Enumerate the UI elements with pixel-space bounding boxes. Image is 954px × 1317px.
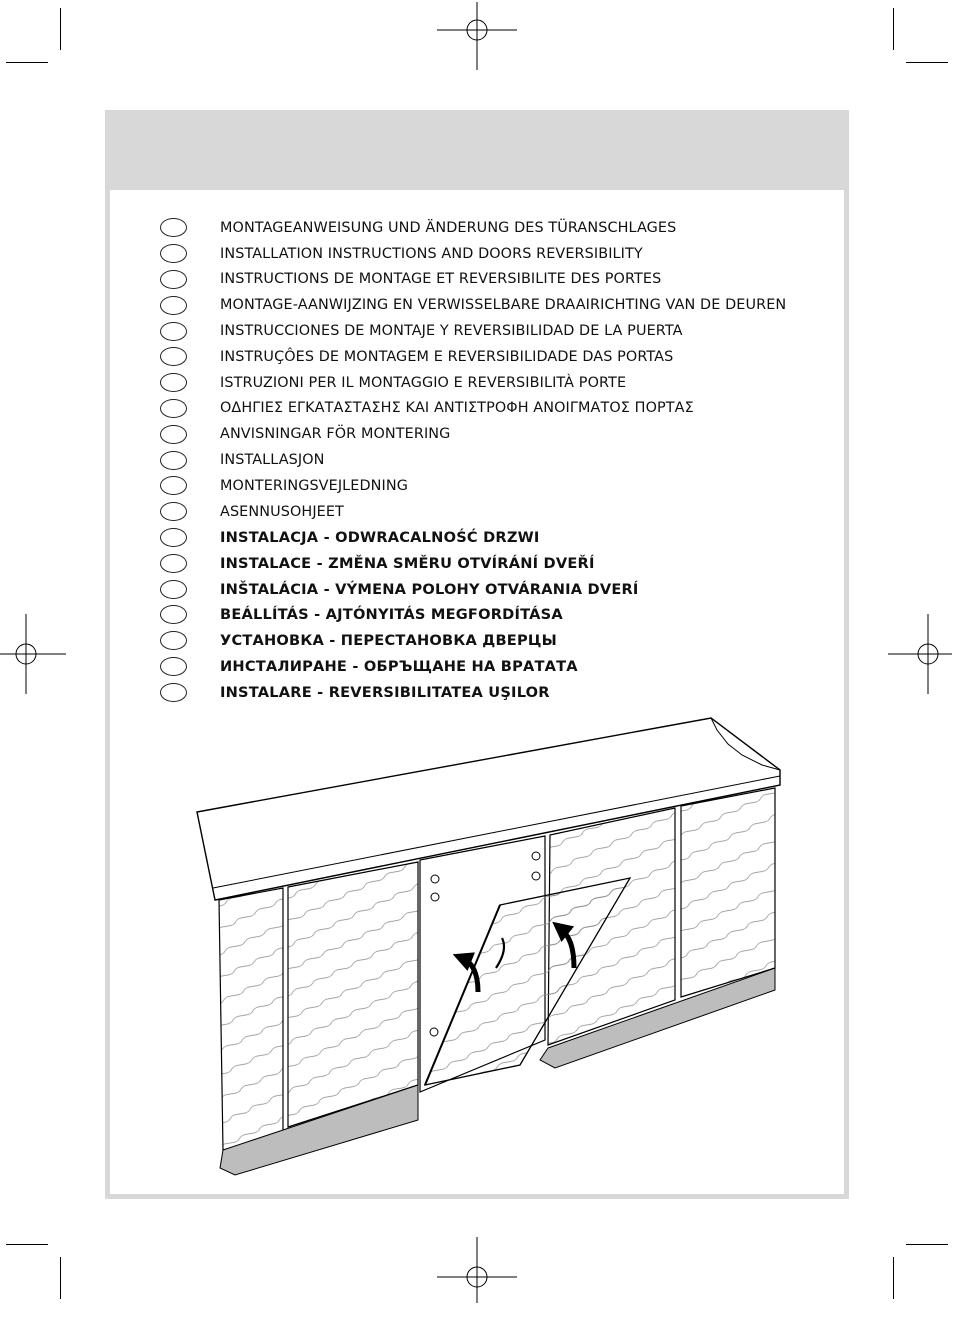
language-title: ASENNUSOHJEET <box>220 503 344 520</box>
language-title: INSTALLATION INSTRUCTIONS AND DOORS REVERSIBILITY <box>220 245 643 262</box>
language-title: ИНСТАЛИРАНЕ - ОБРЪЩАНЕ НА ВРАТАТА <box>220 657 578 675</box>
language-title: MONTAGEANWEISUNG UND ÄNDERUNG DES TÜRANSCHLAGES <box>220 219 677 236</box>
language-title: ISTRUZIONI PER IL MONTAGGIO E REVERSIBILITÀ PORTE <box>220 374 627 391</box>
language-title: INSTALACE - ZMĚNA SMĚRU OTVÍRÁNÍ DVEŘÍ <box>220 554 595 572</box>
language-title: INSTRUCTIONS DE MONTAGE ET REVERSIBILITE DES PORTES <box>220 271 662 288</box>
language-title: INSTRUÇÔES DE MONTAGEM E REVERSIBILIDADE DAS PORTAS <box>220 348 674 365</box>
language-title: INSTRUCCIONES DE MONTAJE Y REVERSIBILIDAD DE LA PUERTA <box>220 323 683 340</box>
language-title: INSTALACJA - ODWRACALNOŚĆ DRZWI <box>220 528 540 546</box>
cabinet-doors-left <box>219 862 418 1175</box>
language-title: INSTALLASJON <box>220 452 325 469</box>
language-title: ANVISNINGAR FÖR MONTERING <box>220 426 451 443</box>
language-title: УСТАНОВКА - ПЕРЕСТАНОВКА ДВЕРЦЫ <box>220 632 557 650</box>
language-title: INSTALARE - REVERSIBILITATEA UŞILOR <box>220 683 550 701</box>
language-title: ΟΔΗΓΙΕΣ ΕΓΚΑΤΑΣΤΑΣΗΣ ΚΑΙ ΑΝΤΙΣΤΡΟΦΗ ΑΝΟΙΓΜΑΤΟΣ ΠΟΡΤΑΣ <box>220 400 694 417</box>
language-title: BEÁLLÍTÁS - AJTÓNYITÁS MEGFORDÍTÁSA <box>220 606 563 624</box>
language-title: INŠTALÁCIA - VÝMENA POLOHY OTVÁRANIA DVERÍ <box>220 580 639 598</box>
language-title: MONTERINGSVEJLEDNING <box>220 477 408 494</box>
language-title: MONTAGE-AANWIJZING EN VERWISSELBARE DRAAIRICHTING VAN DE DEUREN <box>220 297 787 314</box>
